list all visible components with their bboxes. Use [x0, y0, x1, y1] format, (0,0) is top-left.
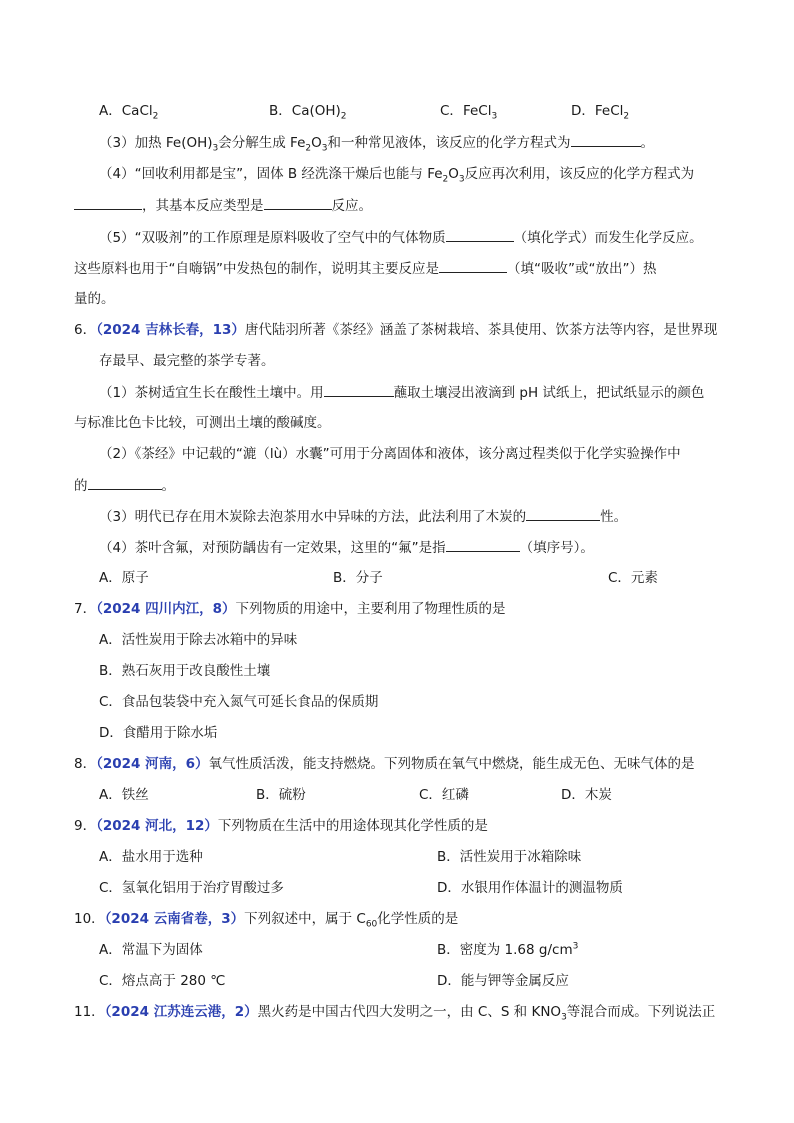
- q5-option-c: C．FeCl$_3$: [440, 103, 498, 122]
- q6-part2-line2: 的 。: [74, 475, 175, 496]
- answer-blank[interactable]: [446, 537, 520, 552]
- q10-option-b: B．密度为 1.68 $g/cm^3$: [437, 941, 579, 958]
- q8-option-b: B．硫粉: [256, 787, 306, 803]
- answer-blank[interactable]: [446, 227, 514, 242]
- q7-source: （2024 四川内江，8）: [96, 601, 236, 617]
- q11-stem: 11．（2024 江苏连云港，2）黑火药是中国古代四大发明之一，由 C、S 和 $KNO_3$等混合而成。下列说法正: [74, 1004, 716, 1023]
- answer-blank[interactable]: [88, 475, 162, 490]
- q7-option-c: C．食品包装袋中充入氮气可延长食品的保质期: [99, 694, 379, 710]
- q9-source: （2024 河北，12）: [96, 818, 218, 834]
- q5-option-b: B．$Ca(OH)_2$: [269, 103, 347, 122]
- q5-part4-line1: （4）“回收利用都是宝”，固体 B 经洗涤干燥后也能与 $Fe_2O_3$反应再次利用，该反应的化学方程式为: [99, 166, 695, 185]
- q5-option-a: A．CaCl$_2$: [99, 103, 159, 122]
- q10-option-d: D．能与钾等金属反应: [437, 973, 569, 989]
- q7-option-a: A．活性炭用于除去冰箱中的异味: [99, 632, 298, 648]
- q8-option-a: A．铁丝: [99, 787, 149, 803]
- q6-part1-line2: 与标准比色卡比较，可测出土壤的酸碱度。: [74, 415, 331, 431]
- q5-part5-line2: 这些原料也用于“自嗨锅”中发热包的制作，说明其主要反应是 （填“吸收”或“放出”）热: [74, 258, 656, 279]
- answer-blank[interactable]: [439, 258, 507, 273]
- q8-source: （2024 河南，6）: [96, 756, 209, 772]
- q5-part5-line3: 量的。: [74, 291, 115, 307]
- q6-source: （2024 吉林长春，13）: [96, 322, 245, 338]
- q6-option-c: C．元素: [608, 570, 658, 586]
- q10-source: （2024 云南省卷，3）: [104, 911, 245, 927]
- q5-part3: （3）加热 $Fe(OH)_3$会分解生成 $Fe_2O_3$和一种常见液体，该反应的化学方程式为 。: [99, 132, 654, 153]
- q11-source: （2024 江苏连云港，2）: [104, 1004, 258, 1020]
- q10-option-a: A．常温下为固体: [99, 942, 203, 958]
- answer-blank[interactable]: [324, 382, 394, 397]
- q6-option-b: B．分子: [333, 570, 383, 586]
- q9-option-b: B．活性炭用于冰箱除味: [437, 849, 582, 865]
- q7-option-d: D．食醋用于除水垢: [99, 725, 218, 741]
- answer-blank[interactable]: [74, 195, 142, 210]
- q6-option-a: A．原子: [99, 570, 149, 586]
- q6-stem-line1: 6．（2024 吉林长春，13）唐代陆羽所著《茶经》涵盖了茶树栽培、茶具使用、饮茶方法等内容，是世界现: [74, 322, 718, 338]
- answer-blank[interactable]: [264, 195, 332, 210]
- q5-part5-line1: （5）“双吸剂”的工作原理是原料吸收了空气中的气体物质 （填化学式）而发生化学反应。: [99, 227, 703, 248]
- q10-stem: 10．（2024 云南省卷，3）下列叙述中，属于 $C_{60}$化学性质的是: [74, 911, 459, 930]
- q9-stem: 9．（2024 河北，12）下列物质在生活中的用途体现其化学性质的是: [74, 818, 488, 834]
- q7-stem: 7．（2024 四川内江，8）下列物质的用途中，主要利用了物理性质的是: [74, 601, 506, 617]
- answer-blank[interactable]: [571, 132, 641, 147]
- q6-part2-line1: （2）《茶经》中记载的“漉（lù）水囊”可用于分离固体和液体，该分离过程类似于化学实验操作中: [99, 446, 681, 462]
- q9-option-d: D．水银用作体温计的测温物质: [437, 880, 623, 896]
- answer-blank[interactable]: [526, 506, 600, 521]
- q7-option-b: B．熟石灰用于改良酸性土壤: [99, 663, 271, 679]
- q10-option-c: C．熔点高于 280 ℃: [99, 973, 226, 989]
- q6-part3: （3）明代已存在用木炭除去泡茶用水中异味的方法，此法利用了木炭的 性。: [99, 506, 627, 527]
- q6-stem-line2: 存最早、最完整的茶学专著。: [99, 353, 275, 369]
- q9-option-a: A．盐水用于选种: [99, 849, 203, 865]
- q8-option-d: D．木炭: [561, 787, 612, 803]
- q8-stem: 8．（2024 河南，6）氧气性质活泼，能支持燃烧。下列物质在氧气中燃烧，能生成无色、无味气体的是: [74, 756, 695, 772]
- q6-part1-line1: （1）茶树适宜生长在酸性土壤中。用 蘸取土壤浸出液滴到 pH 试纸上，把试纸显示的颜色: [99, 382, 704, 403]
- q5-option-d: D．FeCl$_2$: [571, 103, 630, 122]
- q6-part4: （4）茶叶含氟，对预防龋齿有一定效果，这里的“氟”是指 （填序号）。: [99, 537, 594, 558]
- q8-option-c: C．红磷: [419, 787, 469, 803]
- q9-option-c: C．氢氧化铝用于治疗胃酸过多: [99, 880, 284, 896]
- q5-part4-line2: ，其基本反应类型是 反应。: [74, 195, 372, 216]
